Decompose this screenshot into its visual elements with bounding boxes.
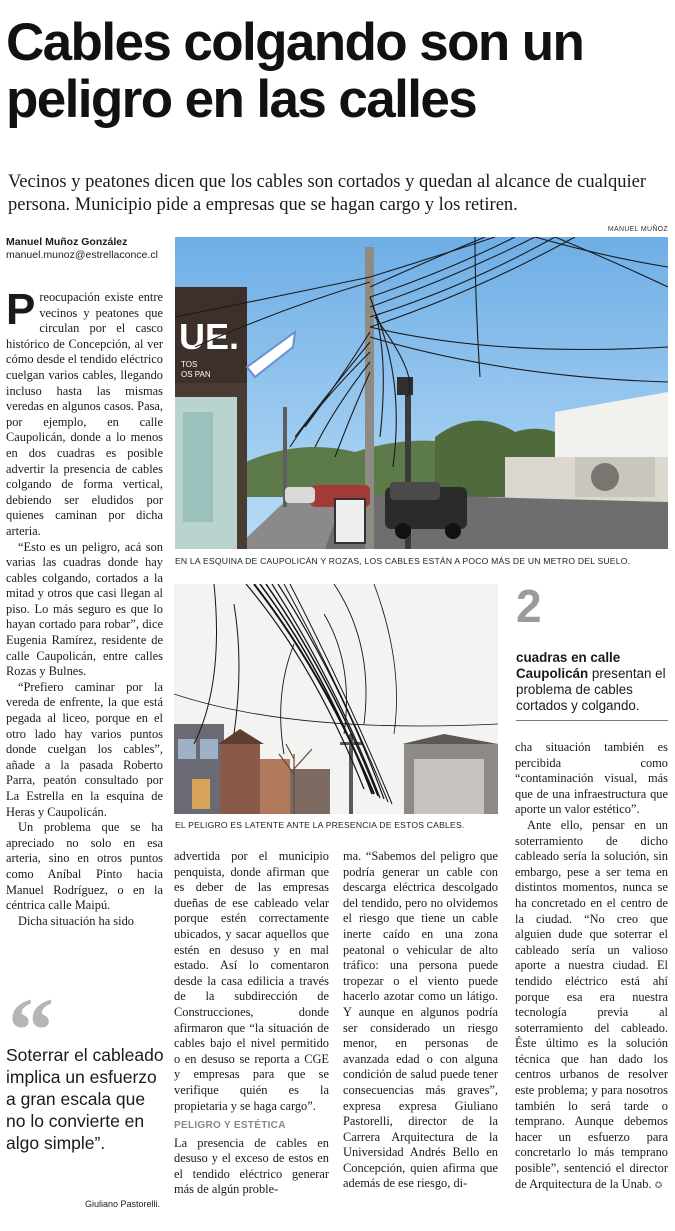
shop-sign-sub2: OS PAN (181, 370, 211, 379)
col2-p2: La presencia de cables en desuso y el exceso de estos en el tendido eléctrico generar más de algún proble- (174, 1135, 329, 1197)
byline-email[interactable]: manuel.munoz@estrellaconce.cl (6, 249, 158, 261)
headline: Cables colgando son un peligro en las calles (6, 13, 584, 129)
col4-p2-text: Ante ello, pensar en un soterramiento de dicho cableado sería la solución, sin embargo, pese a ser tema en distintos momentos, nunca se ha concretado en el centro de la ciudad. “No creo que alguien dude que soterrar el cableado sería un valioso aporte a nuestra ciudad. El tendido eléctrico está ahí porque esa era nuestra tecnología previa al soterramiento del cableado. Éste último es la solución técnica que han dado los centros urbanos de resolver este problema; y para nosotros también lo será tarde o temprano. Aunque debemos hacer un esfuerzo para concretarlo lo más temprano posible”, sentenció el director de Arquitectura de la Unab. (515, 817, 668, 1191)
photo-credit: MANUEL MUÑOZ (607, 226, 668, 233)
stat-bold: cuadras en calle Caupolicán (516, 650, 621, 681)
cables-overcast-illustration (174, 584, 498, 814)
col3-p1: ma. “Sabemos del peligro que podría generar un cable con descarga eléctrica descolgado del tendido, pero no olvidemos el riesgo que tiene un cable inerte caído en una zona peatonal o vehicular de alto tráfico: una persona puede tropezar o el viento puede hacerlo azotar como un látigo. Y aunque en algunos podría ser considerado un riesgo menor, en personas de avanzada edad o con alguna condición de salud puede tener consecuencias más graves”, expresa expresa Giuliano Pastorelli, director de la Carrera Arquitectura de la Universidad Andrés Bello en Concepción, quien afirma que además de ese riesgo, di- (343, 849, 498, 1191)
col2-p1: advertida por el municipio penquista, donde afirman que es deber de las empresas dueñas de ese cableado velar porque estén correctamente ubicados, y sacar aquellos que estén en desuso y en mal estado. Así lo comentaron desde la casa edilicia a través de la subdirección de Construcciones, donde afirmaron que “la situación de cables bajo el nivel permitido o en desuso se reporta a CGE y empresas para que se verifique quién es la propietaria y se haga cargo”. (174, 849, 329, 1113)
col1-p5: Dicha situación ha sido (18, 913, 134, 928)
stat-text (516, 650, 668, 714)
shop-sign-sub1: TOS (181, 360, 198, 369)
deck: Vecinos y peatones dicen que los cables son cortados y quedan al alcance de cualquier persona. Municipio pide a empresas que se hagan cargo y los retiren. (8, 172, 647, 215)
shop-sign-text: UE. (179, 316, 240, 357)
photo-latent-danger (174, 584, 498, 814)
column-1 (6, 285, 163, 929)
stat-divider (516, 720, 668, 721)
pull-quote: Soterrar el cableado implica un esfuerzo a gran escala que no lo convierte en algo simple”. (6, 1045, 164, 1153)
subhead: PELIGRO Y ESTÉTICA (174, 1120, 286, 1132)
end-mark-icon: ✪ (654, 1179, 663, 1190)
dropcap: P (6, 285, 36, 334)
street-scene-illustration (175, 237, 668, 549)
stat-number: 2 (516, 580, 542, 632)
byline-author: Manuel Muñoz González (6, 236, 128, 248)
column-2 (174, 849, 329, 1198)
col4-p2 (515, 818, 668, 1193)
stat-rest: presentan el problema de cables cortados y colgando. (516, 666, 666, 713)
column-3 (343, 849, 498, 1192)
photo-street-cables (175, 237, 668, 549)
byline (6, 236, 171, 262)
col4-p1: cha situación también es percibida como “contaminación visual, más que de una infraestructura que aporte un valor estético”. (515, 740, 668, 817)
column-4 (515, 740, 668, 1193)
col1-p2: “Esto es un peligro, acá son varias las cuadras donde hay cables colgando, cortados a la mitad y otros que casi llegan al piso. Lo más seguro es que lo hayan cortado para robar”, dice Eugenia Ramírez, residente de calle Caupolicán, entre calles Rozas y Bulnes. (6, 539, 163, 679)
col1-p1: reocupación existe entre vecinos y peatones que circulan por el casco histórico de Concepción, al ver cómo desde el tendido eléctrico cuelgan varios cables, llegando incluso hasta las mismas veredas en algunos casos. Pasa, por ejemplo, en calle Caupolicán, donde a lo menos en dos cuadras es posible advertir la presencia de cables colgando de forma vertical, debiendo ser eludidos por quienes caminan por dicha arteria. (6, 290, 163, 538)
pull-quote-author: Giuliano Pastorelli. (84, 1199, 160, 1209)
col1-p4: Un problema que se ha apreciado no solo en esa arteria, sino en otros puntos como Aníbal Pinto hacia Manuel Rodríguez, o en la céntrica calle Maipú. (6, 820, 163, 913)
photo2-caption: EL PELIGRO ES LATENTE ANTE LA PRESENCIA DE ESTOS CABLES. (175, 820, 465, 830)
quote-mark-icon: “ (8, 979, 54, 1081)
photo1-caption: EN LA ESQUINA DE CAUPOLICÁN Y ROZAS, LOS CABLES ESTÁN A POCO MÁS DE UN METRO DEL SUELO. (175, 556, 631, 566)
col1-p3: “Prefiero caminar por la vereda de enfrente, la que está pegada al liceo, porque en el otro lado hay varios puntos donde cuelgan los cables”, añade a la pasada Roberto Parra, peatón consultado por La Estrella en la esquina de Heras y Caupolicán. (6, 679, 163, 819)
